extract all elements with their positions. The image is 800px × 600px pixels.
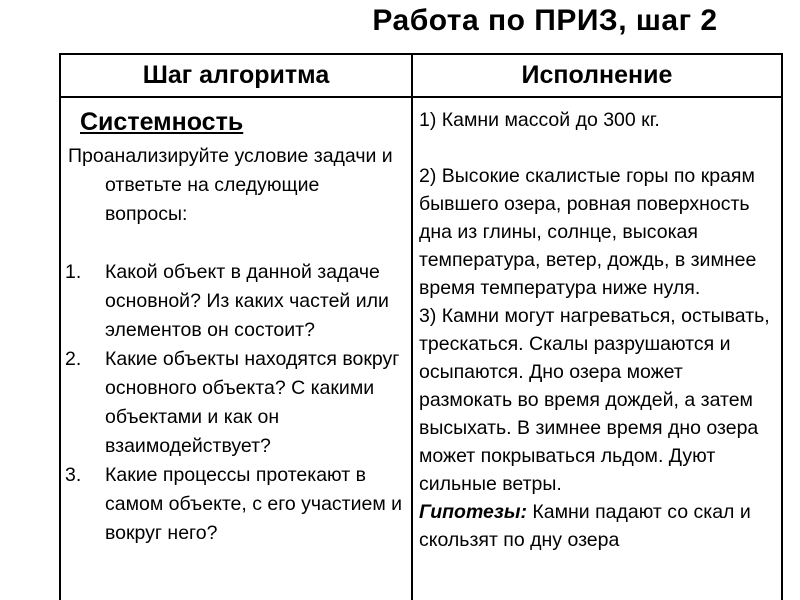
question-list <box>63 258 405 548</box>
step-intro: Проанализируйте условие задачи и ответьте на следующие вопросы: <box>68 145 393 225</box>
list-item <box>63 258 405 345</box>
hypotheses-text: Камни падают со скал и скользят по дну озера <box>419 501 751 551</box>
list-item-text: Какие процессы протекают в самом объекте, с его участием и вокруг него? <box>105 464 403 544</box>
list-item-number: 3. <box>65 464 82 486</box>
table-cell-step <box>61 98 413 600</box>
list-item-number: 1. <box>65 261 82 283</box>
hypotheses-label: Гипотезы: <box>419 501 527 523</box>
list-item <box>63 461 405 548</box>
table-cell-execution <box>413 98 781 600</box>
algorithm-table <box>59 53 783 600</box>
execution-paragraph-2: 2) Высокие скалистые горы по краям бывшего озера, ровная поверхность дна из глины, солнце, высокая температура, ветер, дождь, в зимнее время температура ниже нуля. <box>419 165 757 299</box>
list-item-text: Какие объекты находятся вокруг основного объекта? С какими объектами и как он взаимодействует? <box>105 348 400 457</box>
table-header-step: Шаг алгоритма <box>61 55 413 98</box>
list-item-text: Какой объект в данной задаче основной? Из каких частей или элементов он состоит? <box>105 261 389 341</box>
list-item-number: 2. <box>65 348 82 370</box>
step-heading: Системность <box>80 108 244 136</box>
slide-title: Работа по ПРИЗ, шаг 2 <box>372 4 718 37</box>
execution-paragraph-1: 1) Камни массой до 300 кг. <box>419 109 660 131</box>
list-item <box>63 345 405 461</box>
execution-hypotheses <box>419 498 773 554</box>
table-header-execution: Исполнение <box>413 55 781 98</box>
execution-paragraph-3: 3) Камни могут нагреваться, остывать, трескаться. Скалы разрушаются и осыпаются. Дно озера может размокать во время дождей, а затем высыхать. В зимнее время дно озера может покрываться льдом. Дуют сильные ветры. <box>419 305 770 495</box>
